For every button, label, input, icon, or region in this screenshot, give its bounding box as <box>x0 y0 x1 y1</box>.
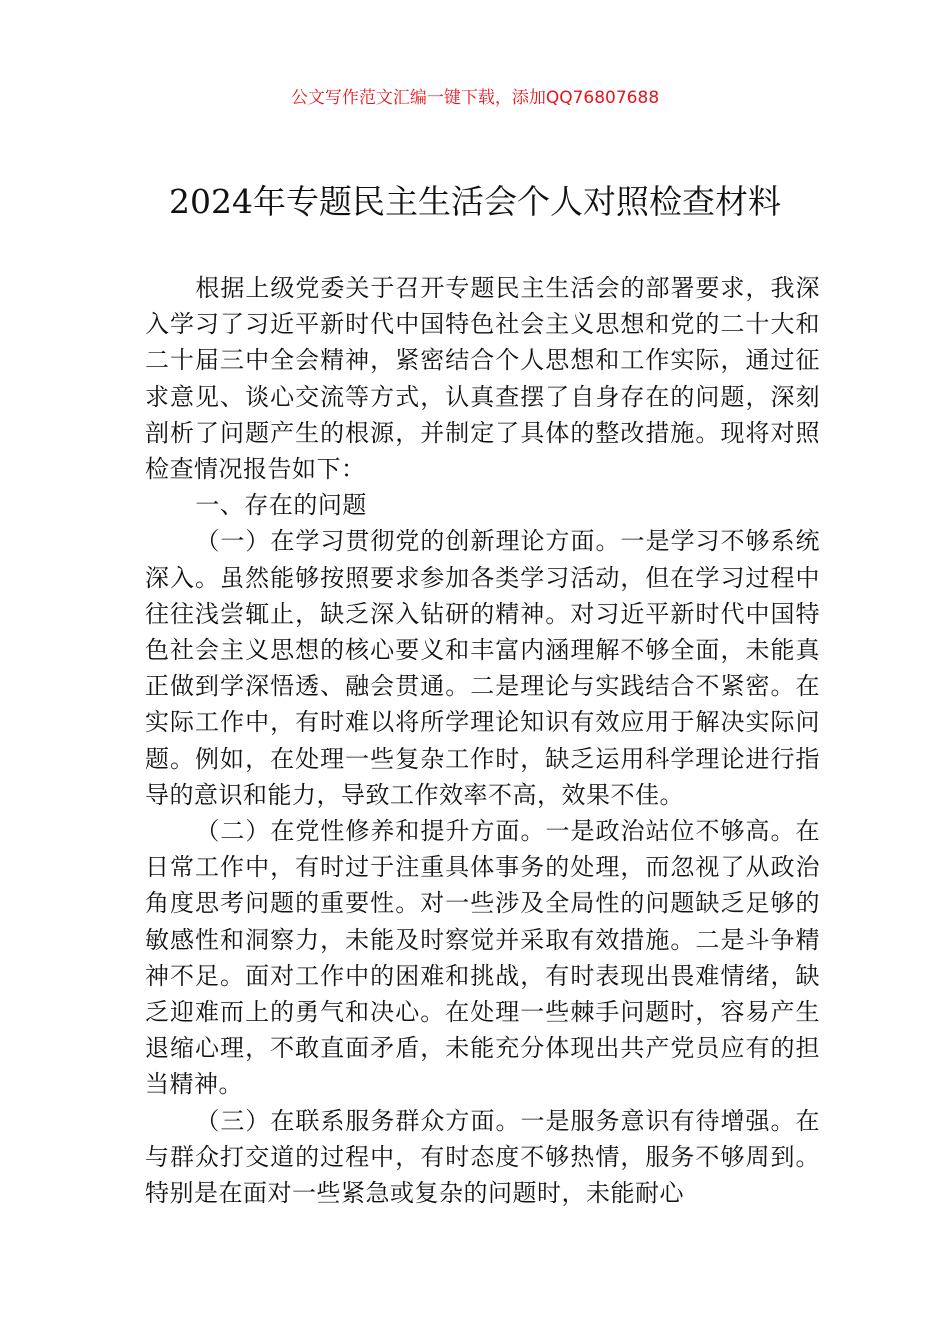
section-heading: 一、存在的问题 <box>195 491 367 520</box>
section-paragraph: （一）在学习贯彻党的创新理论方面。一是学习不够系统深入。虽然能够按照要求参加各类学习活动，但在学习过程中往往浅尝辄止，缺乏深入钻研的精神。对习近平新时代中国特色社会主义思想的核心要义和丰富内涵理解不够全面，未能真正做到学深悟透、融会贯通。二是理论与实践结合不紧密。在实际工作中，有时难以将所学理论知识有效应用于解决实际问题。例如，在处理一些复杂工作时，缺乏运用科学理论进行指导的意识和能力，导致工作效率不高，效果不佳。 <box>145 527 820 809</box>
intro-paragraph: 根据上级党委关于召开专题民主生活会的部署要求，我深入学习了习近平新时代中国特色社会主义思想和党的二十大和二十届三中全会精神，紧密结合个人思想和工作实际，通过征求意见、谈心交流等方式，认真查摆了自身存在的问题，深刻剖析了问题产生的根源，并制定了具体的整改措施。现将对照检查情况报告如下： <box>145 274 820 484</box>
section-paragraph: （三）在联系服务群众方面。一是服务意识有待增强。在与群众打交道的过程中，有时态度不够热情，服务不够周到。特别是在面对一些紧急或复杂的问题时，未能耐心 <box>145 1106 820 1208</box>
document-title: 2024年专题民主生活会个人对照检查材料 <box>169 182 781 221</box>
section-paragraph: （二）在党性修养和提升方面。一是政治站位不够高。在日常工作中，有时过于注重具体事务的处理，而忽视了从政治角度思考问题的重要性。对一些涉及全局性的问题缺乏足够的敏感性和洞察力，未能及时察觉并采取有效措施。二是斗争精神不足。面对工作中的困难和挑战，有时表现出畏难情绪，缺乏迎难而上的勇气和决心。在处理一些棘手问题时，容易产生退缩心理，不敢直面矛盾，未能充分体现出共产党员应有的担当精神。 <box>145 817 820 1099</box>
document-body <box>145 270 820 1211</box>
download-banner: 公文写作范文汇编一键下载，添加QQ76807688 <box>290 88 660 108</box>
